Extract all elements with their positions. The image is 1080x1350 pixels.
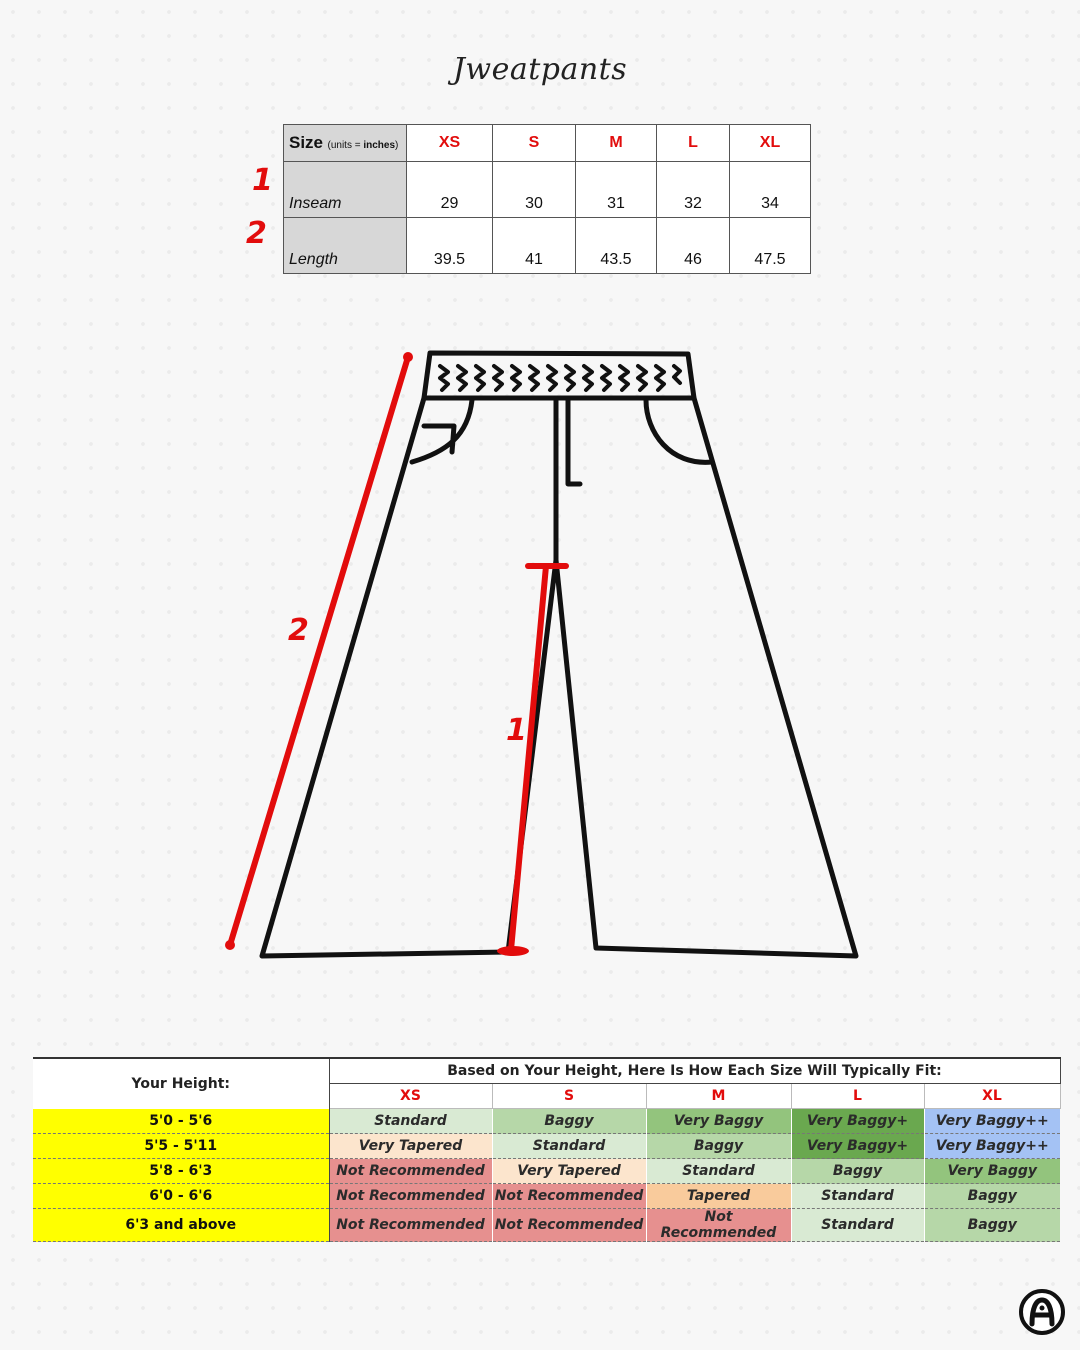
fit-cell: Not Recommended: [646, 1209, 791, 1242]
your-height-header: Your Height:: [33, 1058, 329, 1109]
length-end-dot: [225, 940, 235, 950]
fit-cell: Standard: [329, 1109, 492, 1134]
inseam-value: 32: [657, 162, 730, 218]
height-range: 6'0 - 6'6: [33, 1184, 329, 1209]
fit-cell: Tapered: [646, 1184, 791, 1209]
fit-cell: Very Baggy+: [791, 1134, 924, 1159]
size-header-m: M: [576, 125, 657, 162]
fit-cell: Very Baggy: [646, 1109, 791, 1134]
pants-outline: [262, 398, 856, 956]
fit-cell: Not Recommended: [329, 1184, 492, 1209]
inseam-measure-label: 1: [506, 713, 527, 748]
height-range: 5'5 - 5'11: [33, 1134, 329, 1159]
length-start-dot: [403, 352, 413, 362]
page-title: Jweatpants: [452, 52, 628, 87]
size-header-row: [284, 125, 811, 162]
fit-cell: Baggy: [791, 1159, 924, 1184]
inseam-value: 30: [493, 162, 576, 218]
length-row: [284, 218, 811, 274]
inseam-value: 34: [730, 162, 811, 218]
size-header-l: L: [657, 125, 730, 162]
fit-cell: Very Tapered: [329, 1134, 492, 1159]
height-range: 5'8 - 6'3: [33, 1159, 329, 1184]
size-header-cell: [284, 125, 407, 162]
fit-header-row: [33, 1058, 1060, 1084]
size-header-s: S: [493, 125, 576, 162]
length-value: 43.5: [576, 218, 657, 274]
fit-size-xl: XL: [924, 1084, 1060, 1109]
length-label: Length: [284, 218, 407, 274]
length-measure-line: [230, 357, 408, 945]
fit-cell: Very Tapered: [492, 1159, 646, 1184]
fit-size-l: L: [791, 1084, 924, 1109]
fit-size-xs: XS: [329, 1084, 492, 1109]
fit-cell: Not Recommended: [492, 1184, 646, 1209]
letter-a-logo-icon: [1018, 1288, 1066, 1336]
fit-row: [33, 1209, 1060, 1242]
inseam-label: Inseam: [284, 162, 407, 218]
fit-cell: Not Recommended: [492, 1209, 646, 1242]
fit-cell: Very Baggy++: [924, 1134, 1060, 1159]
fit-explanation-header: Based on Your Height, Here Is How Each Size Will Typically Fit:: [329, 1058, 1060, 1084]
fit-size-m: M: [646, 1084, 791, 1109]
length-measure-label: 2: [288, 613, 309, 648]
height-range: 6'3 and above: [33, 1209, 329, 1242]
size-label: Size: [289, 133, 324, 152]
length-row-number: 2: [246, 216, 267, 251]
fit-cell: Standard: [791, 1184, 924, 1209]
size-header-xs: XS: [407, 125, 493, 162]
height-fit-table: [33, 1057, 1061, 1242]
inseam-bottom-cap: [497, 946, 529, 956]
waistband-elastic-pattern: [440, 366, 680, 390]
fit-size-s: S: [492, 1084, 646, 1109]
inseam-value: 31: [576, 162, 657, 218]
fit-cell: Standard: [646, 1159, 791, 1184]
fit-row: [33, 1134, 1060, 1159]
fit-cell: Baggy: [924, 1184, 1060, 1209]
height-range: 5'0 - 5'6: [33, 1109, 329, 1134]
units-note: (units = inches): [327, 140, 399, 151]
fit-cell: Standard: [791, 1209, 924, 1242]
fly-placket: [568, 398, 580, 484]
length-value: 41: [493, 218, 576, 274]
inseam-measure-line: [511, 566, 546, 950]
inseam-row: [284, 162, 811, 218]
fit-cell: Very Baggy+: [791, 1109, 924, 1134]
fit-cell: Not Recommended: [329, 1209, 492, 1242]
fit-cell: Baggy: [924, 1209, 1060, 1242]
inseam-value: 29: [407, 162, 493, 218]
size-header-xl: XL: [730, 125, 811, 162]
size-measurement-table: [283, 124, 811, 274]
fit-cell: Baggy: [492, 1109, 646, 1134]
inseam-row-number: 1: [252, 163, 273, 198]
fit-cell: Baggy: [646, 1134, 791, 1159]
fit-row: [33, 1159, 1060, 1184]
length-value: 47.5: [730, 218, 811, 274]
length-value: 39.5: [407, 218, 493, 274]
fit-cell: Not Recommended: [329, 1159, 492, 1184]
sweatpants-measurement-diagram: [0, 330, 1080, 980]
fit-row: [33, 1109, 1060, 1134]
fit-cell: Very Baggy: [924, 1159, 1060, 1184]
length-value: 46: [657, 218, 730, 274]
fit-row: [33, 1184, 1060, 1209]
fit-cell: Standard: [492, 1134, 646, 1159]
fit-cell: Very Baggy++: [924, 1109, 1060, 1134]
